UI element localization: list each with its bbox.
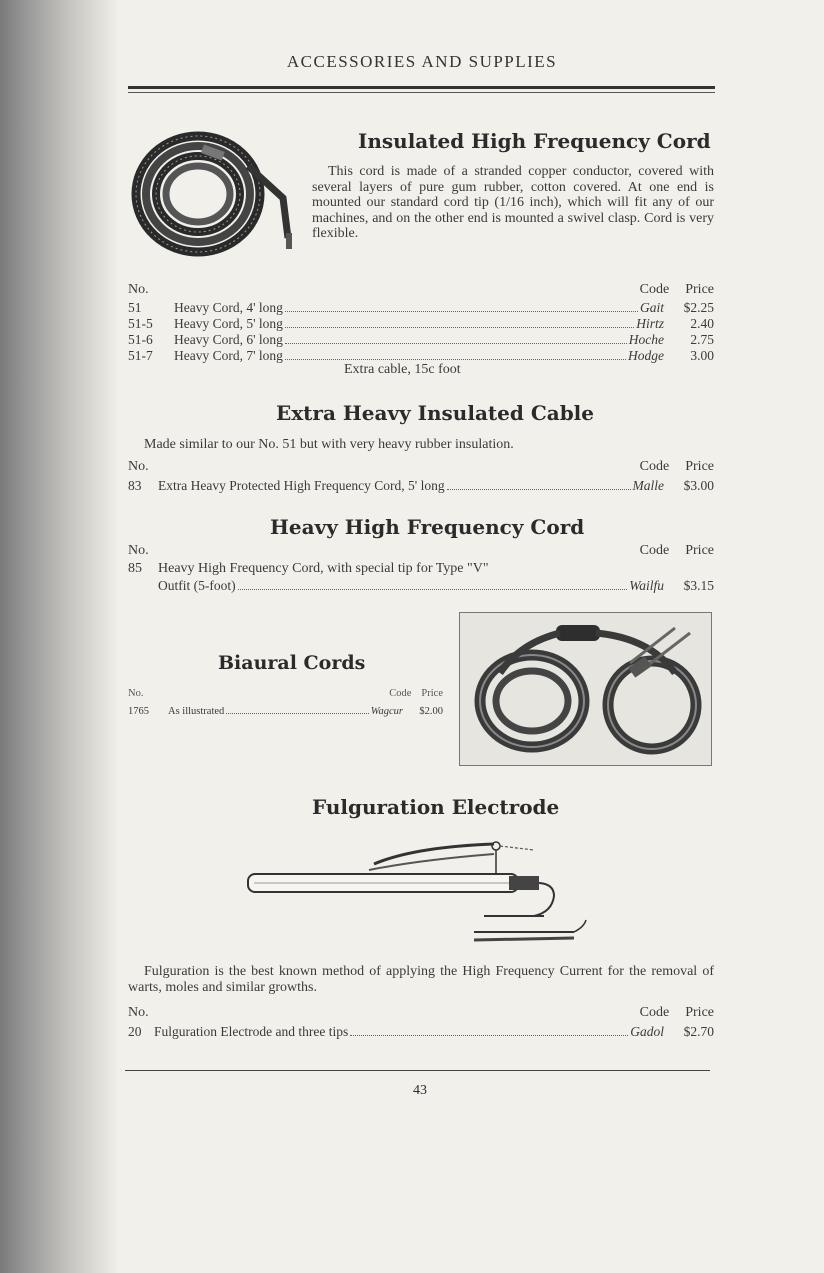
col-price: Price: [421, 688, 443, 699]
item-no: 51: [128, 300, 142, 315]
item-code: Hoche: [628, 332, 664, 347]
col-price: Price: [685, 1005, 714, 1020]
item-desc: Fulguration Electrode and three tips: [154, 1024, 349, 1039]
fulguration-description: Fulguration is the best known method of applying the High Frequency Current for the removal of warts, moles and similar growths.: [128, 964, 714, 995]
item-price: 3.00: [690, 348, 714, 363]
item-price: 2.75: [690, 332, 714, 347]
col-code: Code: [639, 282, 670, 297]
col-code: Code: [639, 543, 670, 558]
item-desc: Heavy Cord, 5' long: [174, 316, 283, 331]
biaural-cords-photo: [459, 612, 712, 766]
cable-description: Made similar to our No. 51 but with very heavy rubber insulation.: [144, 437, 514, 452]
leader-dots: [238, 588, 628, 590]
item-price: $3.00: [683, 478, 714, 493]
item-desc: As illustrated: [168, 706, 225, 717]
cord-price-table: [128, 300, 714, 364]
leader-dots: [285, 310, 638, 312]
item-code: Malle: [632, 478, 664, 493]
item-code: Hodge: [628, 348, 664, 363]
item-no: 20: [128, 1024, 142, 1039]
cord-description: This cord is made of a stranded copper conductor, covered with several layers of pure gum rubber, cotton covered. At one end is mounted our standard cord tip (1/16 inch), which will fit any of our machines, and on the other end is mounted a swivel clasp. Cord is very flexible.: [312, 164, 714, 241]
leader-dots: [447, 488, 631, 490]
item-desc: Extra Heavy Protected High Frequency Cord, 5' long: [158, 478, 445, 493]
item-desc: Heavy Cord, 7' long: [174, 348, 283, 363]
item-no: 51-7: [128, 348, 153, 363]
table-row: [128, 706, 443, 718]
item-desc: Heavy High Frequency Cord, with special tip for Type "V": [158, 561, 489, 576]
heavy-column-headers: [128, 543, 714, 559]
footer-rule: [125, 1070, 710, 1071]
item-no: 83: [128, 478, 142, 493]
coiled-cord-illustration: [128, 128, 308, 258]
cable-title: Extra Heavy Insulated Cable: [276, 401, 594, 425]
col-code: Code: [639, 459, 670, 474]
item-code: Gait: [639, 300, 664, 315]
page-gutter-shadow: [0, 0, 120, 1273]
leader-dots: [285, 342, 627, 344]
col-code: Code: [639, 1005, 670, 1020]
heavy-row-line1: [128, 561, 489, 577]
item-code: Hirtz: [636, 316, 664, 331]
fulguration-column-headers: [128, 1005, 714, 1021]
biaural-title: Biaural Cords: [218, 652, 366, 674]
cord-note: Extra cable, 15c foot: [344, 362, 461, 377]
item-code: Wailfu: [629, 578, 664, 593]
header-rule: [128, 86, 715, 89]
item-no: 85: [128, 561, 142, 576]
fulguration-electrode-illustration: [244, 832, 594, 947]
biaural-column-headers: [128, 688, 443, 699]
leader-dots: [226, 712, 368, 714]
col-no: No.: [128, 1005, 149, 1020]
page-header: ACCESSORIES AND SUPPLIES: [286, 52, 558, 71]
col-code: Code: [389, 688, 412, 699]
item-price: $2.25: [683, 300, 714, 315]
item-code: Wagcur: [370, 706, 403, 717]
table-row: [158, 578, 714, 594]
item-desc: Heavy Cord, 4' long: [174, 300, 283, 315]
table-row: [128, 300, 714, 316]
header-rule-thin: [128, 92, 715, 93]
item-price: 2.40: [690, 316, 714, 331]
leader-dots: [350, 1034, 628, 1036]
col-no: No.: [128, 459, 149, 474]
col-price: Price: [685, 459, 714, 474]
table-row: [128, 1024, 714, 1040]
col-no: No.: [128, 688, 144, 699]
item-no: 1765: [128, 706, 149, 717]
table-row: [128, 478, 714, 494]
item-price: $2.00: [419, 706, 443, 717]
table-row: [128, 316, 714, 332]
table-row: [128, 332, 714, 348]
leader-dots: [285, 326, 634, 328]
item-desc: Heavy Cord, 6' long: [174, 332, 283, 347]
item-no: 51-5: [128, 316, 153, 331]
item-price: $3.15: [683, 578, 714, 593]
cord-title: Insulated High Frequency Cord: [358, 129, 711, 153]
col-price: Price: [685, 543, 714, 558]
item-desc-cont: Outfit (5-foot): [158, 578, 236, 593]
cord-column-headers: [128, 282, 714, 298]
item-no: 51-6: [128, 332, 153, 347]
leader-dots: [285, 358, 626, 360]
item-price: $2.70: [683, 1024, 714, 1039]
heavy-title: Heavy High Frequency Cord: [270, 515, 585, 539]
fulguration-title: Fulguration Electrode: [312, 795, 560, 819]
page-number: 43: [413, 1083, 427, 1098]
col-no: No.: [128, 282, 149, 297]
col-no: No.: [128, 543, 149, 558]
cable-column-headers: [128, 459, 714, 475]
item-code: Gadol: [630, 1024, 664, 1039]
col-price: Price: [685, 282, 714, 297]
